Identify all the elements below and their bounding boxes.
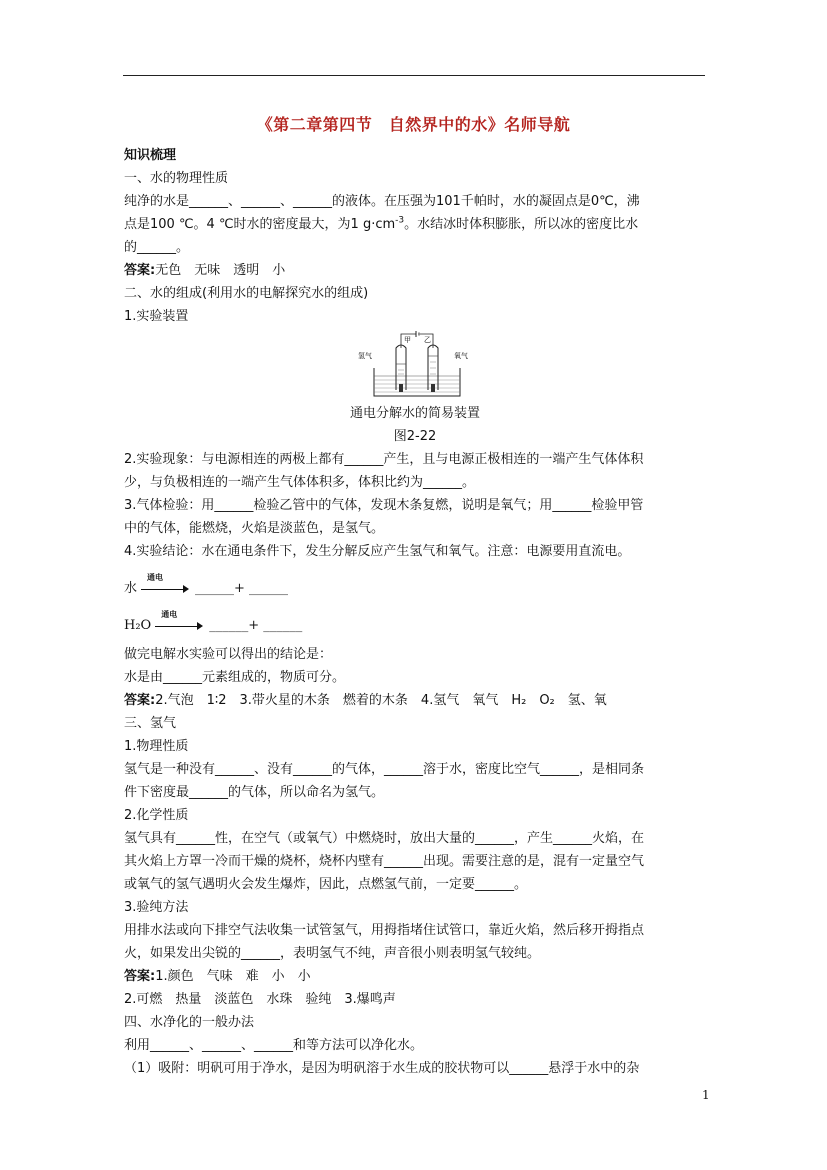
- text-line: 利用______、______、______和等方法可以净化水。: [124, 1038, 424, 1053]
- spacer: [124, 563, 706, 577]
- text-line: 2.实验现象：与电源相连的两极上都有______产生，且与电源正极相连的一端产生气体体积: [124, 452, 644, 467]
- page-title: 《第二章第四节 自然界中的水》名师导航: [256, 115, 571, 134]
- answer-line: [124, 689, 706, 712]
- equation-right: ______+ ______: [209, 618, 303, 633]
- text-line: 其火焰上方罩一冷而干燥的烧杯，烧杯内壁有______出现。需要注意的是，混有一定量空气: [124, 854, 645, 869]
- text-line: 2.化学性质: [124, 808, 189, 823]
- answer-text: 1.颜色 气味 难 小 小: [155, 969, 311, 984]
- text-line: 2.可燃 热量 淡蓝色 水珠 验纯 3.爆鸣声: [124, 992, 396, 1007]
- text-line: 或氧气的氢气遇明火会发生爆炸，因此，点燃氢气前，一定要______。: [124, 877, 528, 892]
- text-line: 纯净的水是______、______、______的液体。在压强为101千帕时，水的凝固点是0℃，沸: [124, 194, 640, 209]
- equation-right: ______+ ______: [195, 581, 289, 596]
- text-line: 1.物理性质: [124, 739, 189, 754]
- text-line: 中的气体，能燃烧，火焰是淡蓝色，是氢气。: [124, 521, 385, 536]
- answer-line: [124, 259, 706, 282]
- subsection-heading: 四、水净化的一般办法: [124, 1015, 255, 1030]
- text-line: 氢气是一种没有______、没有______的气体，______溶于水，密度比空气______，是相同条: [124, 762, 645, 777]
- answer-label: 答案:: [124, 263, 156, 278]
- arrow-label: 通电: [147, 571, 164, 582]
- section-heading: 知识梳理: [124, 148, 177, 163]
- equation-word: [124, 571, 706, 600]
- subsection-heading: 二、水的组成(利用水的电解探究水的组成): [124, 286, 369, 301]
- text-span: 。水结冰时体积膨胀，所以冰的密度比水: [404, 217, 639, 232]
- arrow-label: 通电: [161, 608, 178, 619]
- text-line: 的______。: [124, 240, 190, 255]
- figure-caption: 通电分解水的简易装置: [349, 406, 480, 421]
- subsection-heading: 三、氢气: [124, 716, 177, 731]
- reaction-arrow-icon: [141, 571, 189, 596]
- tube-label-left: 甲: [404, 336, 411, 344]
- document-body: [124, 144, 706, 1080]
- text-line: （1）吸附：明矾可用于净水，是因为明矾溶于水生成的胶状物可以______悬浮于水中的杂: [124, 1061, 640, 1076]
- electrolysis-apparatus-figure: [356, 330, 478, 398]
- figure-label-left: 氢气: [358, 352, 372, 360]
- text-line: 3.验纯方法: [124, 900, 189, 915]
- page-number: 1: [702, 1088, 710, 1102]
- figure-number: 图2-22: [393, 429, 437, 444]
- text-line: 氢气具有______性，在空气（或氧气）中燃烧时，放出大量的______，产生______火焰，在: [124, 831, 645, 846]
- figure-label-right: 氧气: [454, 352, 468, 360]
- answer-text: 2.气泡 1∶2 3.带火星的木条 燃着的木条 4.氢气 氧气 H₂ O₂ 氢、氧: [155, 693, 607, 708]
- reaction-arrow-icon: [155, 608, 203, 633]
- answer-line: [124, 965, 706, 988]
- text-line: [124, 213, 706, 236]
- tube-label-right: 乙: [424, 336, 431, 344]
- text-line: 做完电解水实验可以得出的结论是：: [124, 647, 333, 662]
- answer-label: 答案:: [124, 969, 156, 984]
- answer-text: 无色 无味 透明 小: [155, 263, 286, 278]
- text-line: 用排水法或向下排空气法收集一试管氢气，用拇指堵住试管口，靠近火焰，然后移开拇指点: [124, 923, 645, 938]
- text-line: 1.实验装置: [124, 309, 189, 324]
- equation-left: 水: [124, 581, 138, 596]
- text-line: 件下密度最______的气体，所以命名为氢气。: [124, 785, 385, 800]
- equation-formula: [124, 608, 706, 637]
- text-line: 少，与负极相连的一端产生气体体积多，体积比约为______。: [124, 475, 476, 490]
- text-line: 4.实验结论：水在通电条件下，发生分解反应产生氢气和氧气。注意：电源要用直流电。: [124, 544, 631, 559]
- answer-label: 答案:: [124, 693, 156, 708]
- subsection-heading: 一、水的物理性质: [124, 171, 229, 186]
- text-line: 3.气体检验：用______检验乙管中的气体，发现木条复燃，说明是氧气；用______检验甲管: [124, 498, 644, 513]
- superscript: -3: [395, 215, 405, 226]
- spacer: [124, 600, 706, 614]
- text-span: 点是100 ℃。4 ℃时水的密度最大，为1 g·cm: [124, 217, 396, 232]
- header-rule: [123, 75, 705, 76]
- equation-left: H₂O: [124, 618, 152, 633]
- text-line: 水是由______元素组成的，物质可分。: [124, 670, 346, 685]
- figure-container: [124, 328, 706, 402]
- text-line: 火，如果发出尖锐的______，表明氢气不纯，声音很小则表明氢气较纯。: [124, 946, 541, 961]
